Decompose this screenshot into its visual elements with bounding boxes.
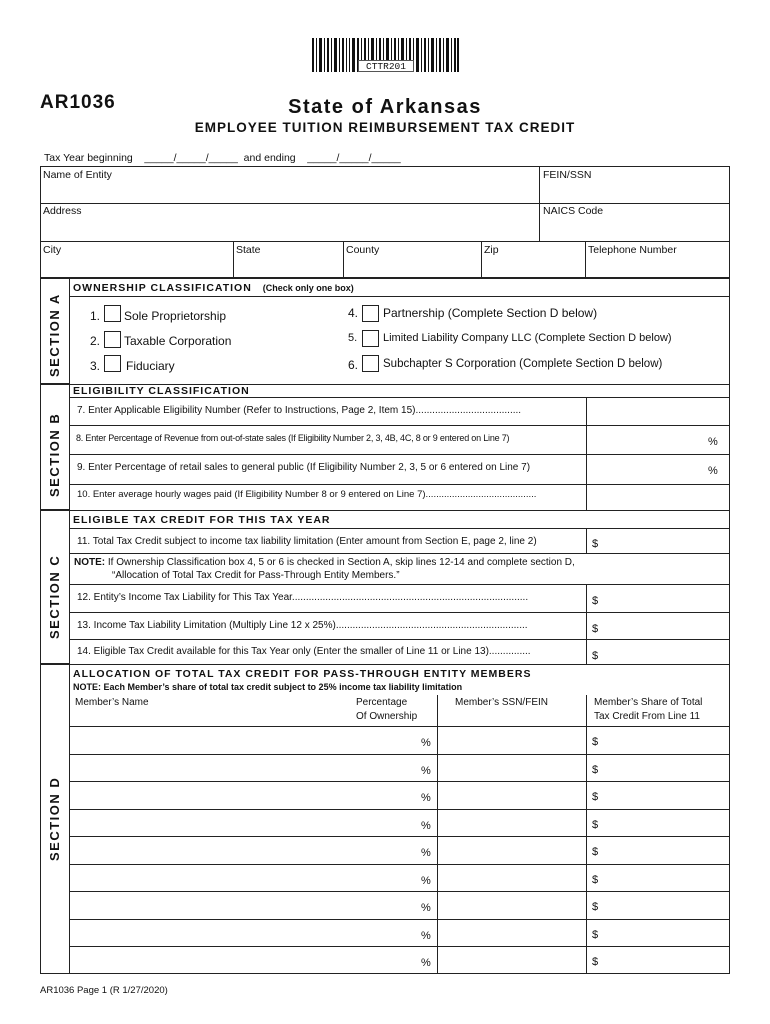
col-ownership: Of Ownership: [356, 711, 418, 722]
table-row: [70, 755, 729, 782]
section-d-note: NOTE: Each Member’s share of total tax credit subject to 25% income tax liability limitation: [73, 682, 463, 692]
member-share-input[interactable]: [587, 727, 728, 754]
barcode-text: CTTR201: [358, 60, 414, 72]
line-8-pct: %: [708, 436, 718, 448]
line-14-input[interactable]: [587, 640, 729, 663]
section-c-tab: [40, 510, 69, 664]
table-row: [70, 782, 729, 809]
line-11-dollar: $: [592, 538, 599, 550]
member-ssn-input[interactable]: [438, 727, 586, 754]
member-pct-symbol: %: [421, 957, 431, 969]
section-c-label: SECTION C: [47, 554, 62, 639]
city-field[interactable]: City: [43, 244, 62, 256]
option-3-num: 3.: [90, 359, 101, 373]
address-field[interactable]: Address: [43, 205, 82, 217]
member-share-dollar: $: [592, 901, 599, 913]
member-share-input[interactable]: [587, 865, 728, 892]
footer: AR1036 Page 1 (R 1/27/2020): [40, 985, 168, 996]
line-7-label: 7. Enter Applicable Eligibility Number (Refer to Instructions, Page 2, Item 15)......................................: [77, 405, 522, 416]
table-row: [70, 892, 729, 919]
section-d-label: SECTION D: [47, 776, 62, 861]
table-row: [70, 920, 729, 947]
line-9-input[interactable]: [587, 455, 729, 483]
section-a-tab: [40, 278, 69, 384]
option-5-num: 5.: [348, 332, 358, 344]
member-share-input[interactable]: [587, 810, 728, 837]
member-pct-symbol: %: [421, 930, 431, 942]
member-share-input[interactable]: [587, 837, 728, 864]
option-2-num: 2.: [90, 334, 101, 348]
member-ssn-input[interactable]: [438, 782, 586, 809]
member-share-dollar: $: [592, 874, 599, 886]
member-pct-symbol: %: [421, 737, 431, 749]
table-row: [70, 837, 729, 864]
member-share-input[interactable]: [587, 947, 728, 974]
line-10-label: 10. Enter average hourly wages paid (If Eligibility Number 8 or 9 entered on Line 7)..........................................: [77, 489, 537, 500]
option-5-label: Limited Liability Company LLC (Complete Section D below): [383, 332, 672, 344]
member-pct-symbol: %: [421, 792, 431, 804]
option-5-checkbox[interactable]: [362, 330, 379, 347]
line-13-input[interactable]: [587, 613, 729, 638]
member-name-input[interactable]: [70, 892, 436, 919]
member-name-input[interactable]: [70, 837, 436, 864]
naics-field[interactable]: NAICS Code: [543, 205, 604, 217]
option-1-label: Sole Proprietorship: [124, 309, 227, 323]
section-a-heading: [73, 282, 354, 294]
member-pct-symbol: %: [421, 875, 431, 887]
line-13-dollar: $: [592, 623, 599, 635]
member-name-input[interactable]: [70, 947, 436, 974]
option-3-checkbox[interactable]: [104, 355, 121, 372]
section-c-note: [74, 557, 575, 568]
line-9-pct: %: [708, 465, 718, 477]
note-text-2: “Allocation of Total Tax Credit for Pass-Through Entity Members.”: [112, 570, 400, 581]
member-share-input[interactable]: [587, 755, 728, 782]
note-label: NOTE:: [74, 557, 106, 568]
member-ssn-input[interactable]: [438, 920, 586, 947]
col-ssn: Member’s SSN/FEIN: [455, 697, 548, 708]
form-id: AR1036: [40, 92, 116, 113]
line-11-input[interactable]: [587, 529, 729, 552]
member-share-dollar: $: [592, 791, 599, 803]
table-row: [70, 727, 729, 754]
member-share-dollar: $: [592, 846, 599, 858]
member-share-input[interactable]: [587, 892, 728, 919]
entity-info-grid: [40, 166, 730, 278]
member-name-input[interactable]: [70, 810, 436, 837]
option-3-label: Fiduciary: [126, 359, 175, 373]
line-12-label: 12. Entity’s Income Tax Liability for This Tax Year.....................................................................................: [77, 592, 529, 603]
option-6-num: 6.: [348, 358, 359, 372]
member-ssn-input[interactable]: [438, 892, 586, 919]
line-8-label: 8. Enter Percentage of Revenue from out-of-state sales (If Eligibility Number 2, 3, 4B, 4C, 8 or 9 entered on Line 7): [76, 433, 510, 443]
line-10-input[interactable]: [587, 485, 729, 509]
member-share-input[interactable]: [587, 782, 728, 809]
member-pct-symbol: %: [421, 765, 431, 777]
member-ssn-input[interactable]: [438, 755, 586, 782]
page-subtitle: EMPLOYEE TUITION REIMBURSEMENT TAX CREDIT: [194, 120, 576, 135]
state-field[interactable]: State: [236, 244, 261, 256]
tax-year-line[interactable]: Tax Year beginning _____/_____/_____ and ending _____/_____/_____: [44, 152, 401, 164]
member-share-dollar: $: [592, 956, 599, 968]
telephone-field[interactable]: Telephone Number: [588, 244, 677, 256]
member-pct-symbol: %: [421, 847, 431, 859]
option-2-checkbox[interactable]: [104, 331, 121, 348]
line-11-label: 11. Total Tax Credit subject to income tax liability limitation (Enter amount from Section E, page 2, line 2): [77, 536, 537, 547]
col-share-2: Tax Credit From Line 11: [594, 711, 700, 722]
member-share-dollar: $: [592, 736, 599, 748]
member-share-dollar: $: [592, 819, 599, 831]
member-pct-symbol: %: [421, 820, 431, 832]
section-a-label: SECTION A: [47, 293, 62, 377]
member-ssn-input[interactable]: [438, 837, 586, 864]
col-share-1: Member’s Share of Total: [594, 697, 703, 708]
member-name-input[interactable]: [70, 920, 436, 947]
option-4-label: Partnership (Complete Section D below): [383, 306, 598, 320]
member-share-dollar: $: [592, 929, 599, 941]
section-c-heading: ELIGIBLE TAX CREDIT FOR THIS TAX YEAR: [73, 514, 331, 526]
member-ssn-input[interactable]: [438, 810, 586, 837]
option-6-checkbox[interactable]: [362, 355, 379, 372]
table-row: [70, 865, 729, 892]
line-13-label: 13. Income Tax Liability Limitation (Multiply Line 12 x 25%).....................................................................: [77, 620, 528, 631]
line-7-input[interactable]: [587, 398, 729, 424]
option-4-num: 4.: [348, 306, 359, 320]
page-title: State of Arkansas: [288, 96, 482, 118]
line-12-dollar: $: [592, 595, 599, 607]
section-a-title: OWNERSHIP CLASSIFICATION: [73, 282, 252, 294]
member-share-dollar: $: [592, 764, 599, 776]
option-1-num: 1.: [90, 309, 101, 323]
member-name-input[interactable]: [70, 755, 436, 782]
member-ssn-input[interactable]: [438, 865, 586, 892]
member-name-input[interactable]: [70, 865, 436, 892]
option-6-label: Subchapter S Corporation (Complete Section D below): [383, 358, 663, 370]
line-8-input[interactable]: [587, 426, 729, 453]
line-14-label: 14. Eligible Tax Credit available for this Tax Year only (Enter the smaller of Line 11 or Line 13)...............: [77, 646, 531, 657]
section-a-note: (Check only one box): [262, 283, 354, 293]
note-text: If Ownership Classification box 4, 5 or 6 is checked in Section A, skip lines 12-14 and complete section D,: [107, 557, 575, 568]
member-name-input[interactable]: [70, 782, 436, 809]
section-b-heading: ELIGIBILITY CLASSIFICATION: [73, 385, 250, 397]
col-member-name: Member’s Name: [75, 697, 149, 708]
table-row: [70, 947, 729, 974]
col-percentage: Percentage: [356, 697, 408, 708]
member-ssn-input[interactable]: [438, 947, 586, 974]
option-1-checkbox[interactable]: [104, 305, 121, 322]
section-d-tab: [40, 664, 69, 974]
option-2-label: Taxable Corporation: [124, 334, 232, 348]
member-name-input[interactable]: [70, 727, 436, 754]
section-b-tab: [40, 384, 69, 510]
zip-field[interactable]: Zip: [484, 244, 499, 256]
barcode: [312, 38, 459, 72]
line-9-label: 9. Enter Percentage of retail sales to general public (If Eligibility Number 2, 3, 5 or 6 entered on Line 7): [77, 462, 531, 473]
member-share-input[interactable]: [587, 920, 728, 947]
section-d-heading: ALLOCATION OF TOTAL TAX CREDIT FOR PASS-THROUGH ENTITY MEMBERS: [73, 668, 532, 680]
fein-field[interactable]: FEIN/SSN: [543, 169, 592, 181]
table-row: [70, 810, 729, 837]
option-4-checkbox[interactable]: [362, 305, 379, 322]
line-12-input[interactable]: [587, 585, 729, 611]
member-pct-symbol: %: [421, 902, 431, 914]
county-field[interactable]: County: [346, 244, 380, 256]
entity-name-field[interactable]: Name of Entity: [43, 169, 112, 181]
line-14-dollar: $: [592, 650, 599, 662]
section-b-label: SECTION B: [47, 412, 62, 497]
